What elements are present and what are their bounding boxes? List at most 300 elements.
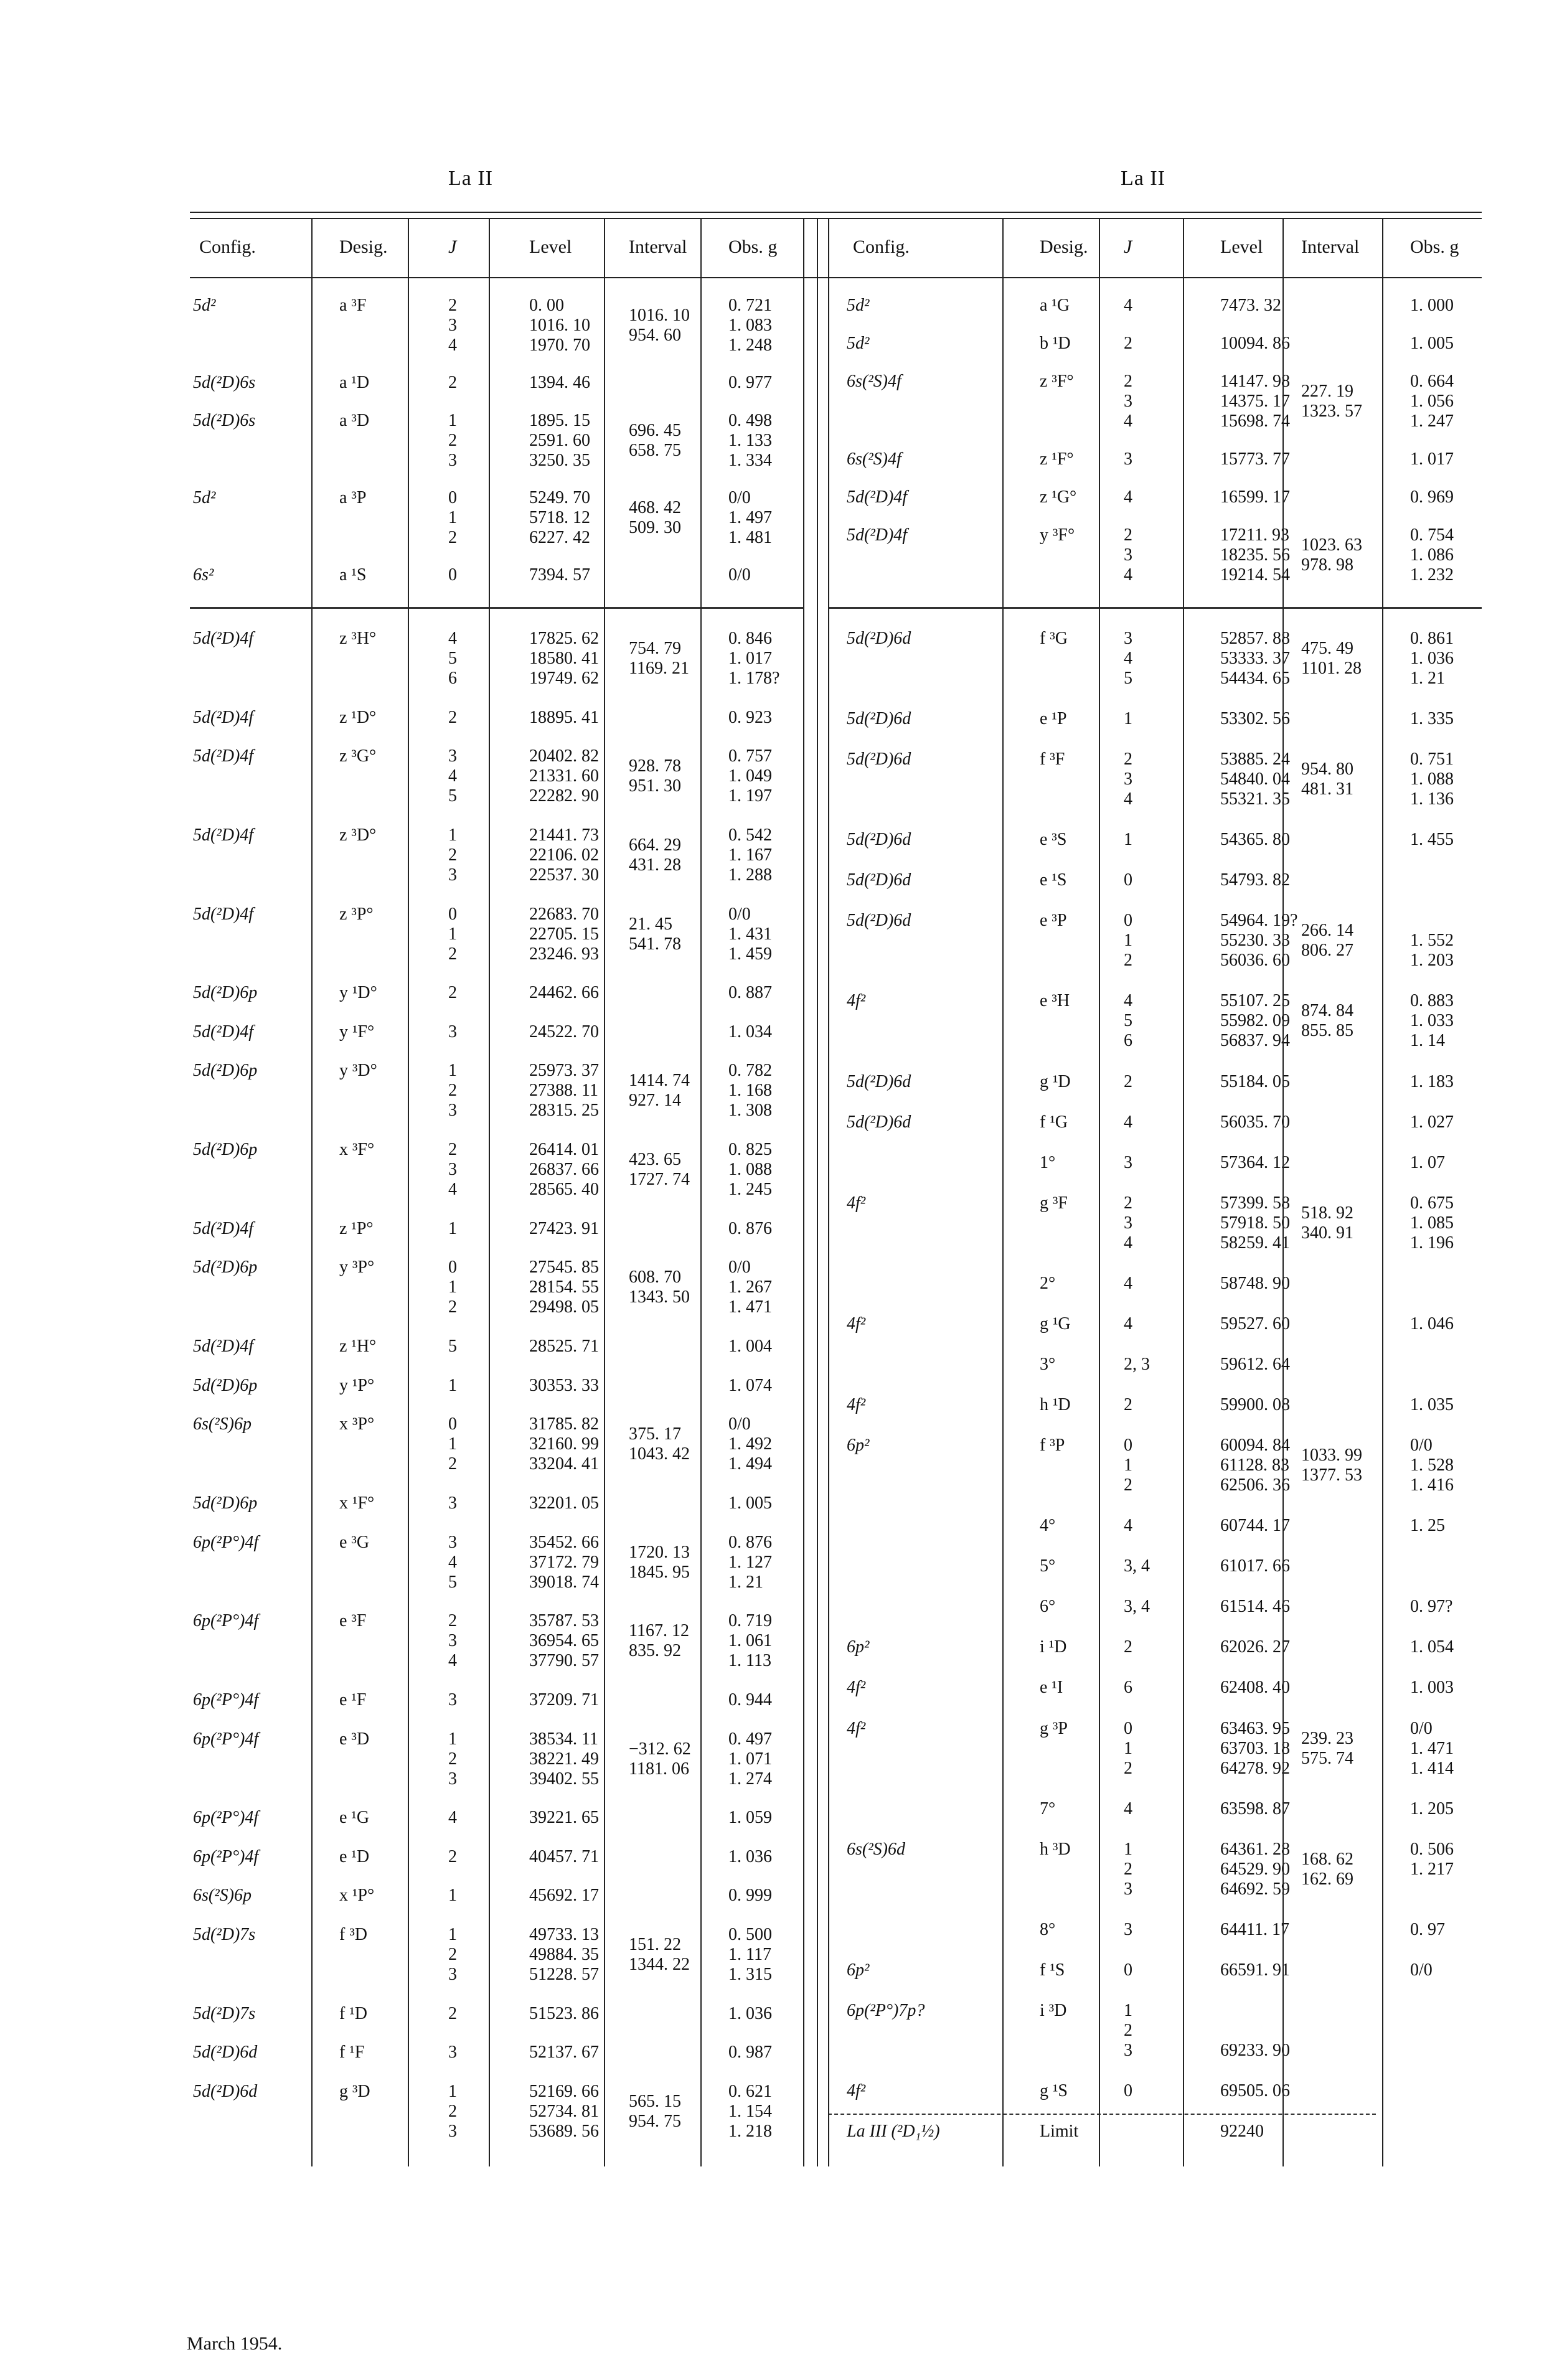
config-cell: 5d(²D)4f (193, 746, 254, 766)
column-rule (828, 218, 829, 2166)
obs-g-cell: 0. 498 (728, 410, 772, 430)
top-rule (190, 212, 1482, 213)
j-cell: 4 (1124, 991, 1132, 1011)
designation-cell: z ¹H° (339, 1337, 377, 1357)
level-cell: 39018. 74 (529, 1572, 599, 1592)
j-cell: 4 (448, 1651, 457, 1671)
interval-cell: 475. 49 (1301, 639, 1353, 658)
j-cell: 2, 3 (1124, 1354, 1150, 1374)
level-cell: 51228. 57 (529, 1965, 599, 1985)
level-cell: 49884. 35 (529, 1945, 599, 1965)
level-cell: 55184. 05 (1220, 1071, 1290, 1091)
config-cell: La III (²D₁½) (847, 2122, 940, 2141)
j-cell: 1 (448, 1925, 457, 1945)
level-cell: 28565. 40 (529, 1180, 599, 1200)
obs-g-cell: 1. 074 (728, 1375, 772, 1395)
config-cell: 6p(²P°)4f (193, 1729, 259, 1749)
interval-cell: 1181. 06 (629, 1759, 689, 1779)
config-cell: 6s(²S)4f (847, 449, 901, 469)
j-cell: 0 (448, 904, 457, 924)
level-cell: 31785. 82 (529, 1414, 599, 1434)
obs-g-cell: 0. 887 (728, 983, 772, 1003)
interval-cell: 951. 30 (629, 776, 681, 796)
obs-g-cell: 1. 085 (1410, 1213, 1454, 1233)
interval-cell: 518. 92 (1301, 1203, 1353, 1223)
level-cell: 63463. 95 (1220, 1718, 1290, 1738)
j-cell: 5 (1124, 669, 1132, 688)
config-cell: 5d(²D)4f (193, 825, 254, 845)
obs-g-cell: 1. 497 (728, 507, 772, 527)
level-cell: 5249. 70 (529, 487, 590, 507)
designation-cell: z ³F° (1040, 372, 1074, 391)
obs-g-cell: 1. 183 (1410, 1071, 1454, 1091)
j-cell: 2 (448, 2003, 457, 2023)
designation-cell: z ³H° (339, 629, 377, 648)
obs-g-cell: 1. 168 (728, 1081, 772, 1101)
interval-cell: 565. 15 (629, 2092, 681, 2111)
level-cell: 62506. 36 (1220, 1475, 1290, 1495)
right-col-header: Obs. g (1410, 237, 1459, 257)
config-cell: 4f² (847, 2081, 866, 2100)
level-cell: 15698. 74 (1220, 412, 1290, 431)
level-cell: 61128. 83 (1220, 1456, 1289, 1475)
level-cell: 22705. 15 (529, 924, 599, 944)
j-cell: 2 (1124, 525, 1132, 545)
obs-g-cell: 1. 471 (1410, 1738, 1454, 1758)
designation-cell: z ¹P° (339, 1218, 374, 1238)
j-cell: 3 (448, 865, 457, 885)
level-cell: 27423. 91 (529, 1218, 599, 1238)
designation-cell: y ¹P° (339, 1375, 375, 1395)
obs-g-cell: 0. 825 (728, 1140, 772, 1160)
level-cell: 26414. 01 (529, 1140, 599, 1160)
right-col-header: Interval (1301, 237, 1360, 257)
obs-g-cell: 1. 414 (1410, 1758, 1454, 1778)
obs-g-cell: 1. 494 (728, 1454, 772, 1474)
designation-cell: z ¹D° (339, 707, 377, 727)
obs-g-cell: 1. 083 (728, 316, 772, 335)
config-cell: 6p(²P°)7p? (847, 2000, 925, 2020)
level-cell: 2591. 60 (529, 430, 590, 450)
interval-cell: 168. 62 (1301, 1849, 1353, 1869)
interval-cell: 1344. 22 (629, 1955, 690, 1975)
j-cell: 3 (1124, 2040, 1132, 2060)
obs-g-cell: 1. 117 (728, 1945, 771, 1965)
j-cell: 3 (448, 1022, 457, 1042)
level-cell: 64529. 90 (1220, 1859, 1290, 1879)
j-cell: 0 (1124, 1960, 1132, 1980)
level-cell: 38221. 49 (529, 1749, 599, 1769)
level-cell: 49733. 13 (529, 1925, 599, 1945)
obs-g-cell: 1. 003 (1410, 1678, 1454, 1698)
level-cell: 19214. 54 (1220, 565, 1290, 585)
obs-g-cell: 0. 721 (728, 296, 772, 315)
interval-cell: 1016. 10 (629, 306, 690, 325)
level-cell: 35787. 53 (529, 1611, 599, 1631)
designation-cell: h ¹D (1040, 1395, 1071, 1414)
level-cell: 32160. 99 (529, 1434, 599, 1454)
obs-g-cell: 0. 782 (728, 1061, 772, 1081)
j-cell: 3 (448, 1160, 457, 1180)
level-cell: 52734. 81 (529, 2102, 599, 2121)
interval-cell: 806. 27 (1301, 941, 1353, 961)
j-cell: 0 (1124, 870, 1132, 890)
designation-cell: a ¹G (1040, 296, 1070, 315)
level-cell: 62408. 40 (1220, 1678, 1290, 1698)
j-cell: 4 (1124, 1799, 1132, 1818)
j-cell: 1 (1124, 931, 1132, 951)
level-cell: 56036. 60 (1220, 951, 1290, 971)
designation-cell: z ¹G° (1040, 487, 1077, 507)
j-cell: 2 (1124, 750, 1132, 769)
obs-g-cell: 1. 459 (728, 944, 772, 964)
designation-cell: x ³F° (339, 1140, 375, 1160)
obs-g-cell: 1. 167 (728, 845, 772, 865)
obs-g-cell: 1. 086 (1410, 545, 1454, 565)
config-cell: 5d(²D)6p (193, 1375, 258, 1395)
level-cell: 45692. 17 (529, 1886, 599, 1906)
level-cell: 22683. 70 (529, 904, 599, 924)
interval-cell: 162. 69 (1301, 1869, 1353, 1889)
level-cell: 66591. 91 (1220, 1960, 1290, 1980)
config-cell: 4f² (847, 1314, 866, 1333)
j-cell: 2 (1124, 1758, 1132, 1778)
obs-g-cell: 1. 552 (1410, 931, 1454, 951)
level-cell: 56035. 70 (1220, 1112, 1290, 1132)
obs-g-cell: 0/0 (1410, 1718, 1433, 1738)
level-cell: 25973. 37 (529, 1061, 599, 1081)
level-cell: 1394. 46 (529, 373, 590, 393)
obs-g-cell: 1. 036 (728, 1846, 772, 1866)
designation-cell: g ³D (339, 2082, 370, 2101)
designation-cell: e ¹G (339, 1808, 370, 1828)
config-cell: 5d(²D)6p (193, 1493, 258, 1513)
obs-g-cell: 1. 088 (728, 1160, 772, 1180)
config-cell: 6s(²S)6p (193, 1886, 252, 1906)
level-cell: 64411. 17 (1220, 1919, 1289, 1939)
j-cell: 3 (448, 2122, 457, 2141)
level-cell: 24462. 66 (529, 983, 599, 1003)
j-cell: 3 (448, 1769, 457, 1789)
right-col-header: Level (1220, 237, 1263, 257)
config-cell: 5d(²D)6p (193, 1061, 258, 1081)
level-cell: 61514. 46 (1220, 1597, 1290, 1617)
section-rule (190, 607, 803, 609)
j-cell: 4 (1124, 789, 1132, 809)
config-cell: 5d² (847, 334, 870, 353)
level-cell: 27388. 11 (529, 1081, 598, 1101)
j-cell: 1 (1124, 1456, 1132, 1475)
config-cell: 5d² (193, 487, 216, 507)
j-cell: 3 (448, 450, 457, 470)
j-cell: 4 (448, 1552, 457, 1572)
level-cell: 23246. 93 (529, 944, 599, 964)
j-cell: 3 (1124, 449, 1132, 469)
designation-cell: a ³P (339, 487, 367, 507)
obs-g-cell: 1. 492 (728, 1434, 772, 1454)
config-cell: 6s(²S)6d (847, 1839, 905, 1859)
j-cell: 4 (448, 336, 457, 355)
header-right: La II (1121, 167, 1166, 190)
obs-g-cell: 1. 027 (1410, 1112, 1454, 1132)
config-cell: 5d² (193, 296, 216, 315)
config-cell: 5d(²D)7s (193, 2003, 256, 2023)
j-cell: 5 (448, 786, 457, 806)
interval-cell: 1414. 74 (629, 1071, 690, 1091)
obs-g-cell: 0. 542 (728, 825, 772, 845)
obs-g-cell: 0. 664 (1410, 372, 1454, 391)
level-cell: 39402. 55 (529, 1769, 599, 1789)
obs-g-cell: 1. 481 (728, 527, 772, 547)
config-cell: 6p² (847, 1637, 870, 1657)
designation-cell: y ³F° (1040, 525, 1075, 545)
interval-cell: 481. 31 (1301, 779, 1353, 799)
designation-cell: z ¹F° (1040, 449, 1074, 469)
j-cell: 3 (448, 1532, 457, 1552)
obs-g-cell: 1. 054 (1410, 1637, 1454, 1657)
obs-g-cell: 0/0 (728, 565, 751, 585)
level-cell: 55982. 09 (1220, 1011, 1290, 1031)
config-cell: 5d(²D)6d (847, 629, 911, 648)
config-cell: 4f² (847, 1718, 866, 1738)
config-cell: 5d(²D)4f (847, 525, 908, 545)
config-cell: 5d(²D)6d (847, 709, 911, 729)
level-cell: 17825. 62 (529, 629, 599, 648)
j-cell: 1 (448, 1218, 457, 1238)
j-cell: 2 (1124, 1395, 1132, 1414)
right-col-header: J (1124, 237, 1132, 257)
level-cell: 28315. 25 (529, 1101, 599, 1121)
designation-cell: e ³F (339, 1611, 367, 1631)
config-cell: 5d(²D)6s (193, 373, 256, 393)
obs-g-cell: 1. 416 (1410, 1475, 1454, 1495)
level-cell: 59527. 60 (1220, 1314, 1290, 1333)
level-cell: 51523. 86 (529, 2003, 599, 2023)
column-rule (311, 218, 313, 2166)
level-cell: 19749. 62 (529, 669, 599, 688)
obs-g-cell: 0. 999 (728, 1886, 772, 1906)
interval-cell: 954. 60 (629, 326, 681, 345)
j-cell: 3 (448, 1965, 457, 1985)
designation-cell: x ¹F° (339, 1493, 375, 1513)
limit-dashed-rule (828, 2114, 1376, 2115)
level-cell: 61017. 66 (1220, 1556, 1290, 1576)
interval-cell: 151. 22 (629, 1935, 681, 1955)
obs-g-cell: 0. 923 (728, 707, 772, 727)
config-cell: 6p² (847, 1960, 870, 1980)
j-cell: 3 (1124, 1213, 1132, 1233)
level-cell: 53302. 56 (1220, 709, 1290, 729)
config-cell: 6p(²P°)4f (193, 1846, 259, 1866)
obs-g-cell: 1. 036 (728, 2003, 772, 2023)
designation-cell: y ³D° (339, 1061, 377, 1081)
obs-g-cell: 1. 528 (1410, 1456, 1454, 1475)
level-cell: 18580. 41 (529, 649, 599, 668)
j-cell: 1 (448, 1886, 457, 1906)
obs-g-cell: 1. 035 (1410, 1395, 1454, 1414)
column-rule (817, 218, 818, 2166)
j-cell: 1 (448, 924, 457, 944)
obs-g-cell: 1. 203 (1410, 951, 1454, 971)
obs-g-cell: 1. 21 (728, 1572, 763, 1592)
level-cell: 40457. 71 (529, 1846, 599, 1866)
level-cell: 64361. 28 (1220, 1839, 1290, 1859)
level-cell: 5718. 12 (529, 507, 590, 527)
j-cell: 2 (448, 1081, 457, 1101)
left-col-header: Desig. (339, 237, 388, 257)
j-cell: 5 (448, 649, 457, 668)
obs-g-cell: 0. 497 (728, 1729, 772, 1749)
j-cell: 0 (1124, 2081, 1132, 2100)
j-cell: 3 (1124, 392, 1132, 411)
designation-cell: g ¹G (1040, 1314, 1071, 1333)
interval-cell: 431. 28 (629, 855, 681, 875)
designation-cell: f ³P (1040, 1436, 1065, 1456)
config-cell: 5d(²D)6d (193, 2043, 258, 2063)
level-cell: 30353. 33 (529, 1375, 599, 1395)
level-cell: 28154. 55 (529, 1277, 599, 1297)
j-cell: 5 (1124, 1011, 1132, 1031)
designation-cell: e ³S (1040, 830, 1067, 850)
obs-g-cell: 1. 308 (728, 1101, 772, 1121)
obs-g-cell: 0. 97 (1410, 1919, 1445, 1939)
interval-cell: 575. 74 (1301, 1748, 1353, 1768)
designation-cell: 6° (1040, 1597, 1056, 1617)
designation-cell: e ³G (339, 1532, 370, 1552)
config-cell: 5d(²D)6p (193, 1258, 258, 1277)
config-cell: 6p² (847, 1436, 870, 1456)
j-cell: 2 (448, 1749, 457, 1769)
j-cell: 1 (1124, 709, 1132, 729)
obs-g-cell: 0. 719 (728, 1611, 772, 1631)
designation-cell: f ¹S (1040, 1960, 1065, 1980)
obs-g-cell: 1. 017 (728, 649, 772, 668)
level-cell: 54365. 80 (1220, 830, 1290, 850)
obs-g-cell: 1. 334 (728, 450, 772, 470)
level-cell: 52857. 88 (1220, 629, 1290, 648)
config-cell: 4f² (847, 991, 866, 1011)
j-cell: 2 (448, 1454, 457, 1474)
j-cell: 2 (448, 430, 457, 450)
level-cell: 57364. 12 (1220, 1152, 1290, 1172)
designation-cell: x ³P° (339, 1414, 375, 1434)
j-cell: 4 (1124, 296, 1132, 315)
j-cell: 2 (448, 1611, 457, 1631)
column-rule (1183, 218, 1184, 2166)
level-cell: 3250. 35 (529, 450, 590, 470)
left-col-header: Config. (199, 237, 256, 257)
obs-g-cell: 1. 136 (1410, 789, 1454, 809)
level-cell: 62026. 27 (1220, 1637, 1290, 1657)
left-col-header: Interval (629, 237, 687, 257)
level-cell: 1970. 70 (529, 336, 590, 355)
obs-g-cell: 1. 245 (728, 1180, 772, 1200)
obs-g-cell: 1. 034 (728, 1022, 772, 1042)
interval-cell: −312. 62 (629, 1739, 691, 1759)
j-cell: 3 (1124, 1152, 1132, 1172)
j-cell: 1 (448, 825, 457, 845)
column-rule (1002, 218, 1004, 2166)
interval-cell: 1323. 57 (1301, 402, 1362, 421)
designation-cell: i ³D (1040, 2000, 1067, 2020)
level-cell: 28525. 71 (529, 1337, 599, 1357)
j-cell: 4 (448, 766, 457, 786)
interval-cell: 468. 42 (629, 497, 681, 517)
top-rule-2 (190, 218, 1482, 219)
column-rule (1099, 218, 1100, 2166)
obs-g-cell: 1. 267 (728, 1277, 772, 1297)
j-cell: 0 (1124, 1436, 1132, 1456)
level-cell: 38534. 11 (529, 1729, 598, 1749)
obs-g-cell: 0. 97? (1410, 1597, 1453, 1617)
obs-g-cell: 1. 21 (1410, 669, 1445, 688)
j-cell: 2 (448, 1846, 457, 1866)
obs-g-cell: 1. 218 (728, 2122, 772, 2141)
designation-cell: z ³G° (339, 746, 377, 766)
designation-cell: z ³P° (339, 904, 374, 924)
j-cell: 1 (448, 1277, 457, 1297)
obs-g-cell: 1. 000 (1410, 296, 1454, 315)
interval-cell: 340. 91 (1301, 1223, 1353, 1243)
obs-g-cell: 0. 500 (728, 1925, 772, 1945)
interval-cell: 541. 78 (629, 934, 681, 954)
interval-cell: 754. 79 (629, 639, 681, 658)
obs-g-cell: 1. 033 (1410, 1011, 1454, 1031)
level-cell: 17211. 93 (1220, 525, 1289, 545)
config-cell: 6p(²P°)4f (193, 1532, 259, 1552)
header-rule (190, 277, 1482, 278)
obs-g-cell: 1. 288 (728, 865, 772, 885)
config-cell: 5d(²D)6d (847, 1112, 911, 1132)
designation-cell: a ¹S (339, 565, 367, 585)
obs-g-cell: 0/0 (1410, 1436, 1433, 1456)
j-cell: 2 (1124, 372, 1132, 391)
interval-cell: 1167. 12 (629, 1621, 689, 1641)
j-cell: 3 (1124, 629, 1132, 648)
j-cell: 6 (1124, 1031, 1132, 1051)
config-cell: 6s² (193, 565, 214, 585)
obs-g-cell: 1. 248 (728, 336, 772, 355)
level-cell: 52169. 66 (529, 2082, 599, 2101)
level-cell: 14375. 17 (1220, 392, 1290, 411)
designation-cell: i ¹D (1040, 1637, 1067, 1657)
level-cell: 37790. 57 (529, 1651, 599, 1671)
config-cell: 5d(²D)7s (193, 1925, 256, 1945)
obs-g-cell: 1. 133 (728, 430, 772, 450)
obs-g-cell: 0/0 (728, 487, 751, 507)
designation-cell: f ¹F (339, 2043, 365, 2063)
config-cell: 5d(²D)6s (193, 410, 256, 430)
j-cell: 1 (448, 1434, 457, 1454)
obs-g-cell: 1. 113 (728, 1651, 771, 1671)
level-cell: 58748. 90 (1220, 1273, 1290, 1293)
obs-g-cell: 1. 205 (1410, 1799, 1454, 1818)
level-cell: 54964. 19? (1220, 911, 1298, 931)
config-cell: 5d(²D)6d (847, 870, 911, 890)
obs-g-cell: 1. 036 (1410, 649, 1454, 668)
interval-cell: 927. 14 (629, 1091, 681, 1111)
j-cell: 0 (448, 1414, 457, 1434)
config-cell: 4f² (847, 1678, 866, 1698)
j-cell: 4 (1124, 1273, 1132, 1293)
j-cell: 3, 4 (1124, 1597, 1150, 1617)
level-cell: 32201. 05 (529, 1493, 599, 1513)
j-cell: 0 (448, 487, 457, 507)
level-cell: 1895. 15 (529, 410, 590, 430)
obs-g-cell: 0. 987 (728, 2043, 772, 2063)
j-cell: 2 (1124, 1193, 1132, 1213)
interval-cell: 375. 17 (629, 1424, 681, 1444)
